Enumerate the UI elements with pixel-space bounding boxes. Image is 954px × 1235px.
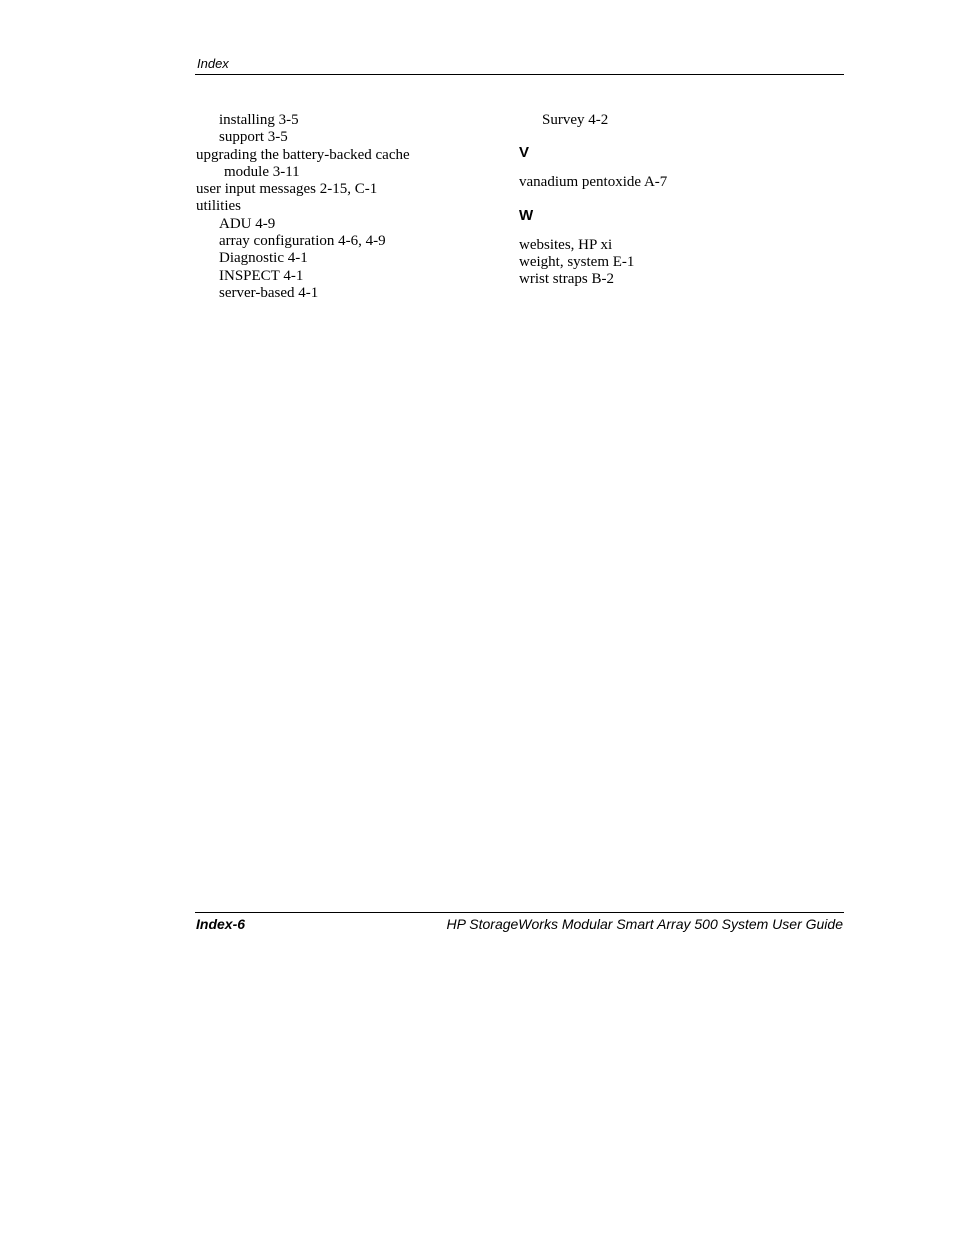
running-header [195, 55, 844, 75]
index-entry: utilities [196, 198, 241, 215]
index-entry: server-based 4-1 [219, 284, 319, 301]
index-entry: ADU 4-9 [219, 215, 276, 232]
index-column-right [519, 112, 839, 288]
index-entry: weight, system E-1 [519, 253, 635, 270]
index-entry: upgrading the battery-backed cache [196, 146, 410, 163]
index-entry: array configuration 4-6, 4-9 [219, 233, 386, 250]
index-entry: Survey 4-2 [542, 112, 609, 128]
index-entry: vanadium pentoxide A-7 [519, 174, 668, 191]
page-number: Index-6 [196, 916, 246, 932]
header-section-title: Index [197, 56, 229, 71]
index-entry: user input messages 2-15, C-1 [196, 181, 378, 198]
index-entry: support 3-5 [219, 129, 288, 146]
index-letter-heading: V [519, 144, 530, 162]
index-entry: Diagnostic 4-1 [219, 250, 308, 267]
index-entry: INSPECT 4-1 [219, 267, 304, 284]
index-letter-heading: W [519, 206, 534, 224]
index-entry: installing 3-5 [219, 112, 299, 128]
index-column-left [196, 112, 496, 302]
index-entry: module 3-11 [224, 163, 300, 180]
document-title: HP StorageWorks Modular Smart Array 500 System User Guide [446, 916, 843, 932]
running-footer [195, 912, 844, 935]
index-entry: websites, HP xi [519, 236, 613, 253]
index-entry: wrist straps B-2 [519, 271, 614, 288]
